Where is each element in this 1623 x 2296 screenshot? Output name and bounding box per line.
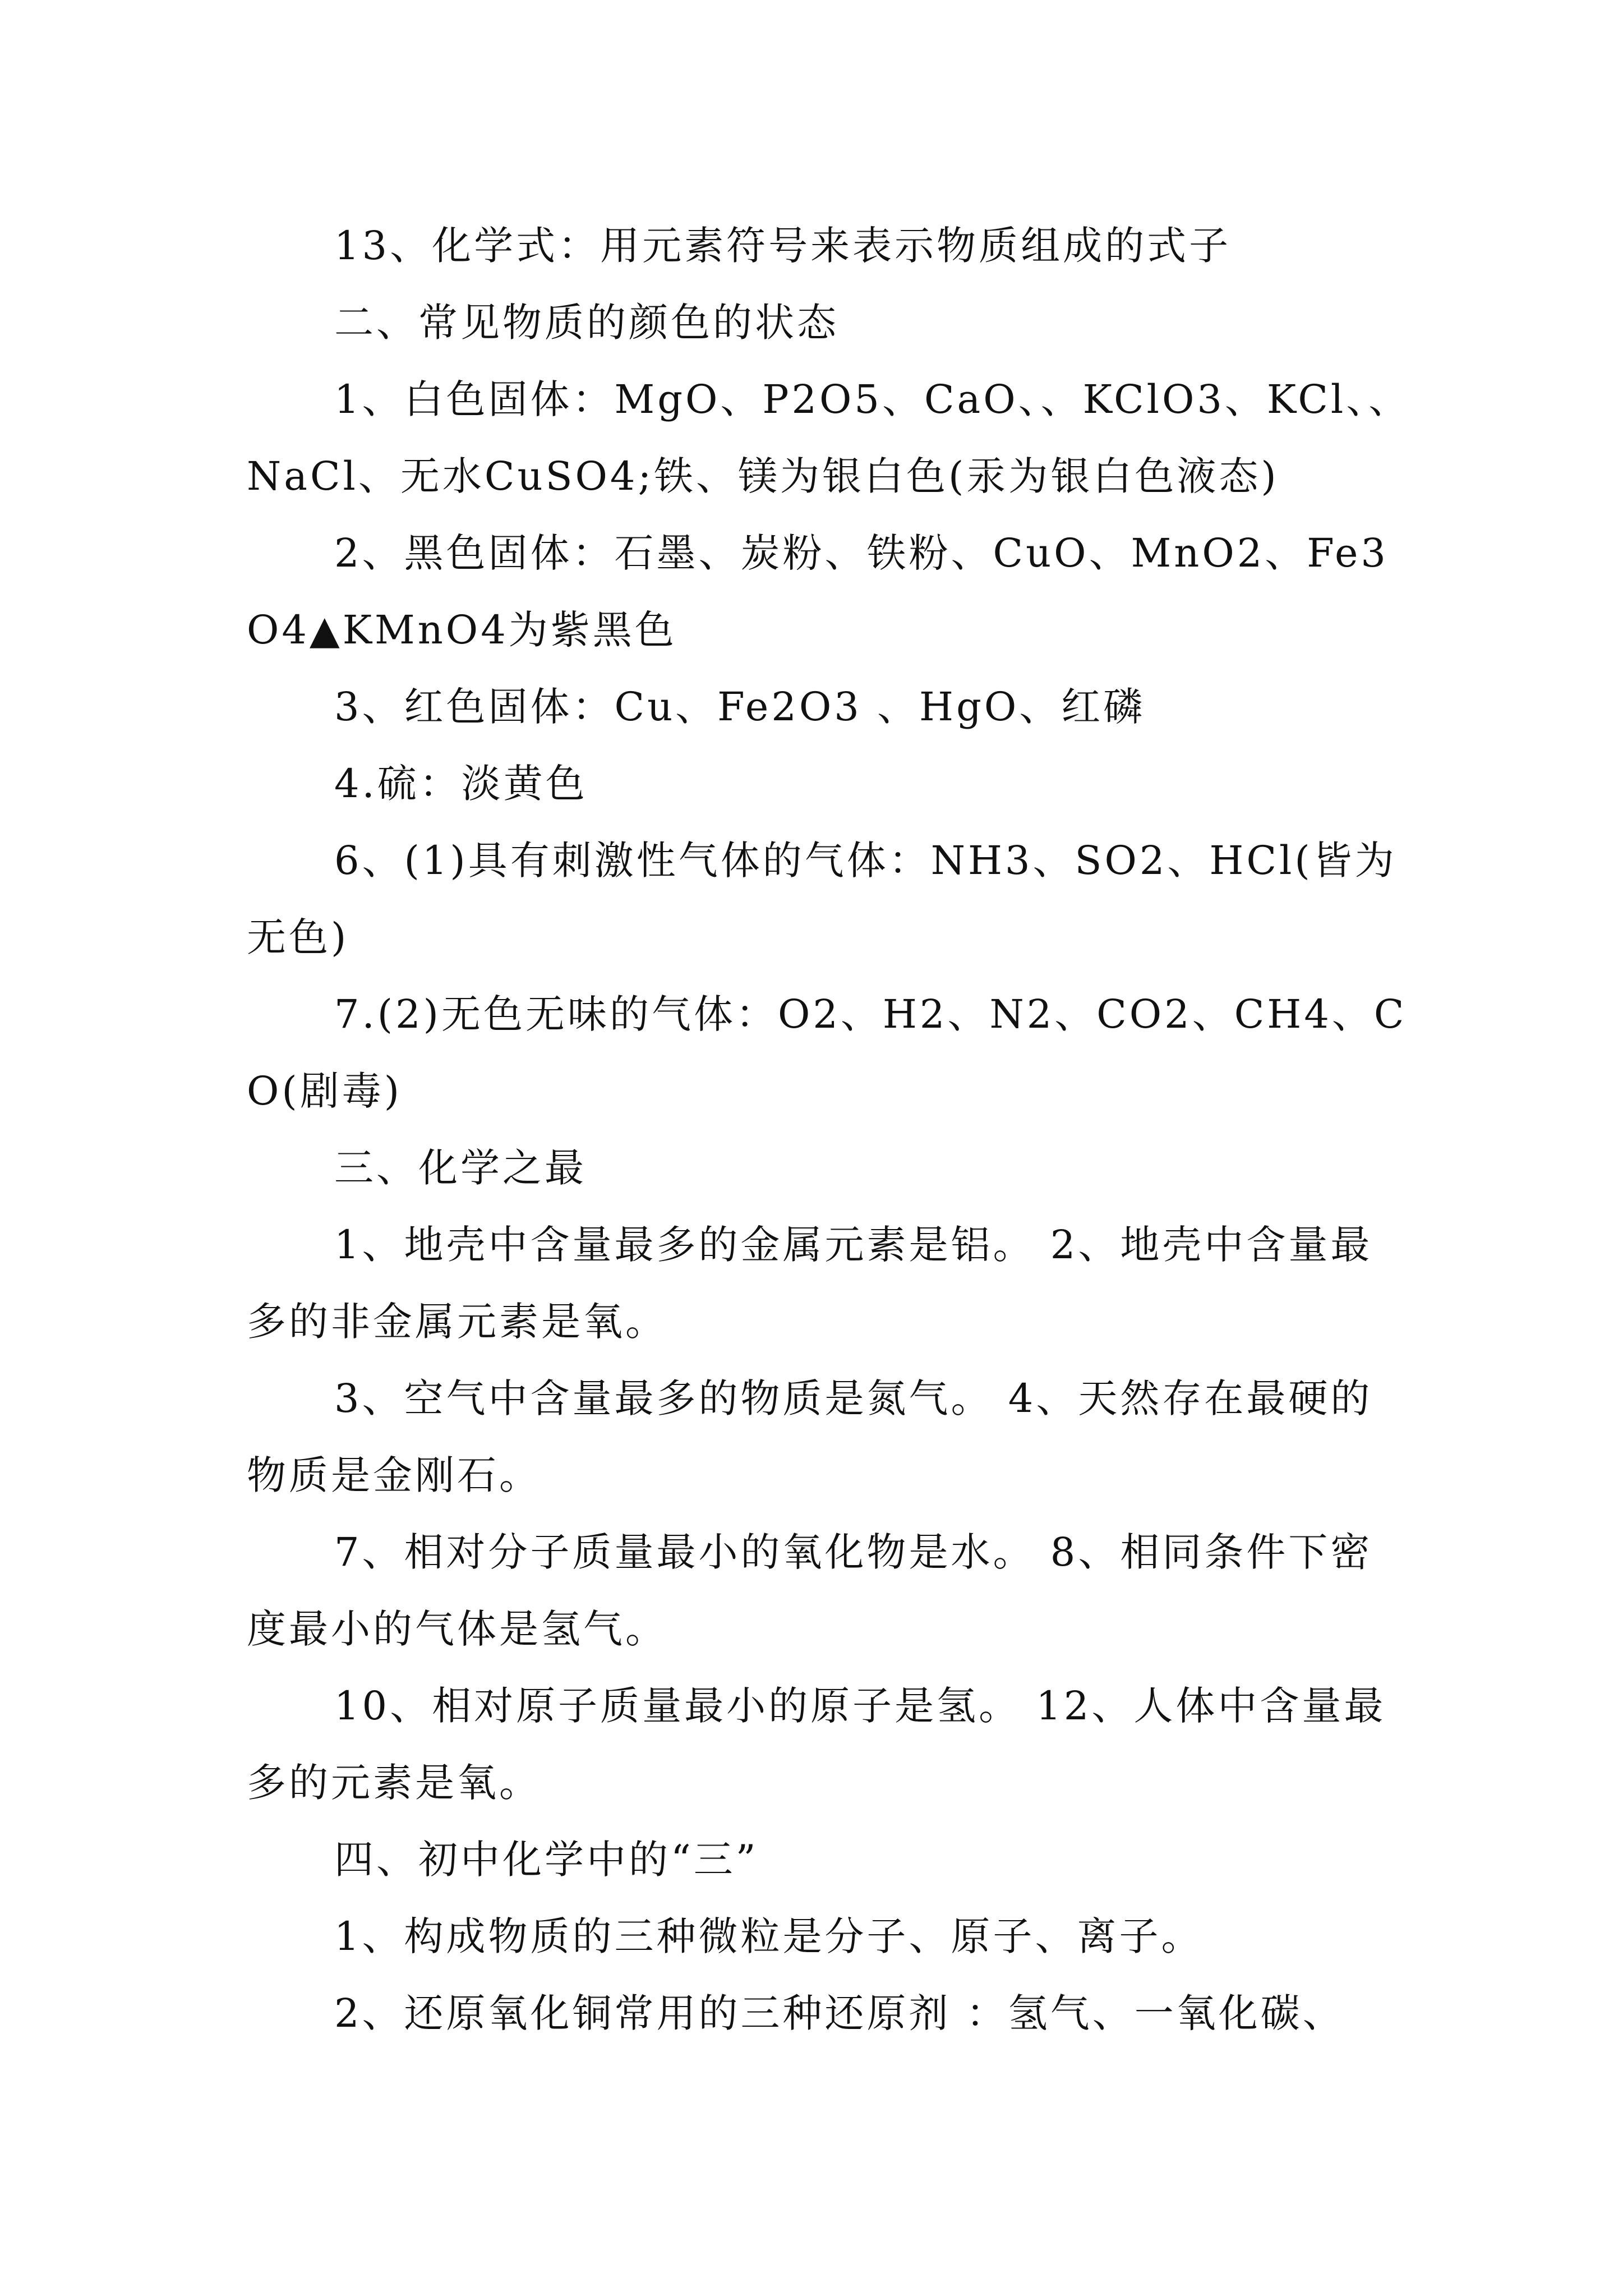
section-heading-colors-states: 二、常见物质的颜色的状态 bbox=[334, 300, 839, 346]
paragraph-smallest-atom-and-body: 10、相对原子质量最小的原子是氢。 12、人体中含量最多的元素是氧。 bbox=[247, 1683, 1386, 1806]
paragraph-smallest-oxide-and-gas: 7、相对分子质量最小的氧化物是水。 8、相同条件下密度最小的气体是氢气。 bbox=[247, 1529, 1373, 1652]
paragraph-chemical-formula-definition: 13、化学式：用元素符号来表示物质组成的式子 bbox=[334, 223, 1232, 269]
paragraph-white-solids: 1、白色固体：MgO、P2O5、CaO、、KClO3、KCl、、NaCl、无水CuSO4;铁、镁为银白色(汞为银白色液态) bbox=[247, 376, 1411, 499]
paragraph-red-solids: 3、红色固体：Cu、Fe2O3 、HgO、红磷 bbox=[334, 684, 1146, 730]
paragraph-air-and-hardest: 3、空气中含量最多的物质是氮气。 4、天然存在最硬的物质是金刚石。 bbox=[247, 1375, 1373, 1498]
section-heading-threes: 四、初中化学中的“三” bbox=[334, 1837, 759, 1883]
paragraph-sulfur: 4.硫：淡黄色 bbox=[334, 761, 588, 807]
paragraph-black-solids: 2、黑色固体：石墨、炭粉、铁粉、CuO、MnO2、Fe3O4▲KMnO4为紫黑色 bbox=[247, 530, 1389, 653]
paragraph-crust-elements: 1、地壳中含量最多的金属元素是铝。 2、地壳中含量最多的非金属元素是氧。 bbox=[247, 1222, 1373, 1345]
section-heading-chemistry-superlatives: 三、化学之最 bbox=[334, 1145, 587, 1191]
paragraph-three-reducing-agents: 2、还原氧化铜常用的三种还原剂 ：氢气、一氧化碳、 bbox=[334, 1990, 1345, 2036]
paragraph-odorless-gases: 7.(2)无色无味的气体：O2、H2、N2、CO2、CH4、CO(剧毒) bbox=[247, 991, 1407, 1114]
document-body bbox=[247, 208, 1413, 2052]
paragraph-three-particles: 1、构成物质的三种微粒是分子、原子、离子。 bbox=[334, 1913, 1204, 1959]
paragraph-irritating-gases: 6、(1)具有刺激性气体的气体：NH3、SO2、HCl(皆为无色) bbox=[247, 838, 1397, 960]
